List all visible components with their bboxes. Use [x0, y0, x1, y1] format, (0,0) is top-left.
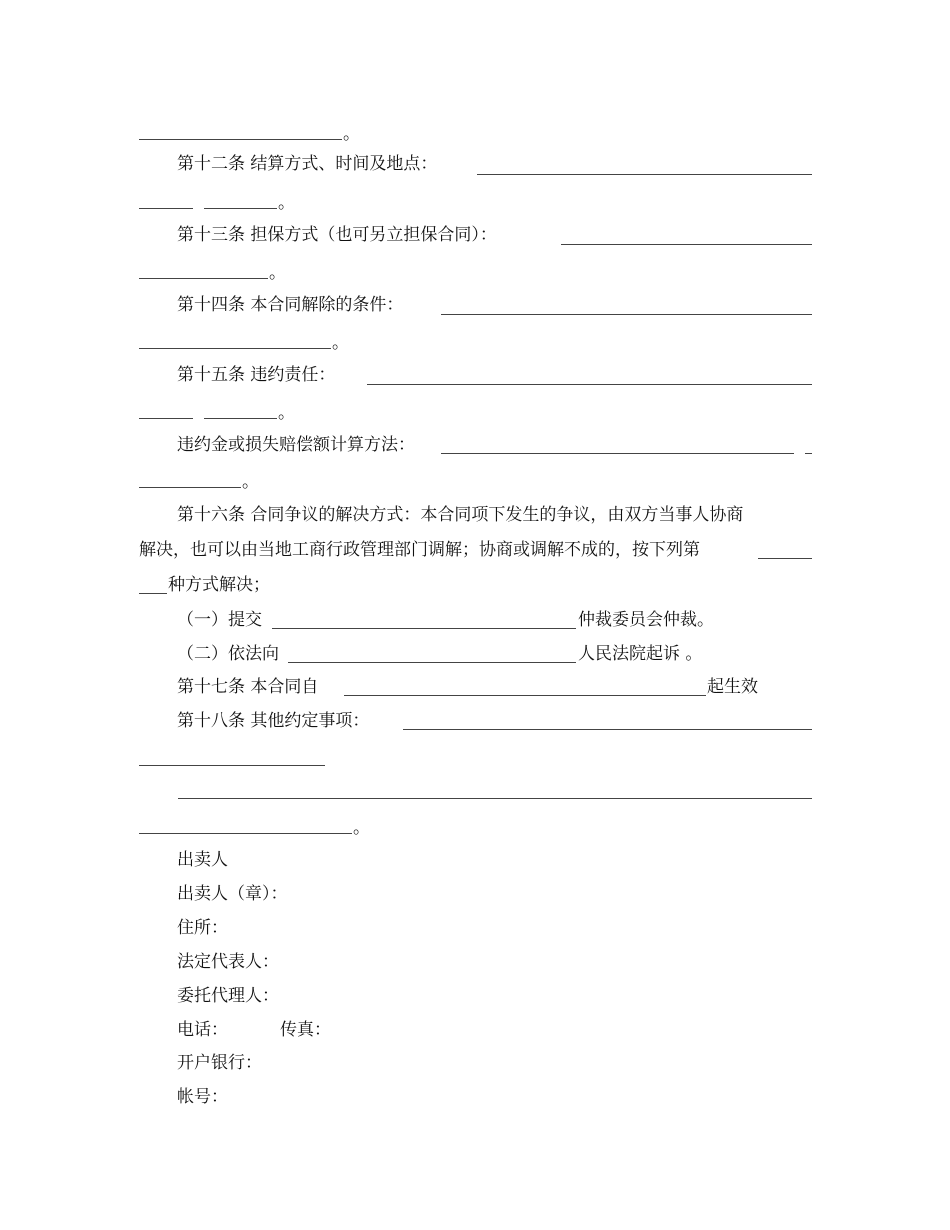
- seller-heading: 出卖人: [177, 850, 228, 870]
- period: 。: [332, 333, 349, 353]
- blank-line: [139, 593, 167, 594]
- blank-line: [139, 208, 193, 209]
- blank-line: [139, 348, 331, 349]
- blank-line: [367, 384, 812, 385]
- period: 。: [242, 472, 259, 492]
- seller-account-field: 帐号：: [177, 1087, 228, 1107]
- article-13-label: 第十三条 担保方式（也可另立担保合同）：: [177, 225, 497, 245]
- blank-line: [178, 798, 812, 799]
- blank-line: [403, 729, 812, 730]
- blank-line: [758, 558, 812, 559]
- period: 。: [278, 403, 295, 423]
- blank-line: [139, 833, 352, 834]
- seller-seal-field: 出卖人（章）：: [177, 884, 288, 904]
- option-2-prefix: （二）依法向: [177, 644, 279, 664]
- period: 。: [343, 124, 360, 144]
- blank-line: [477, 174, 812, 175]
- seller-agent-field: 委托代理人：: [177, 986, 279, 1006]
- blank-line: [272, 628, 576, 629]
- seller-phone-field: 电话：: [177, 1020, 228, 1040]
- article-17-suffix: 起生效: [707, 677, 758, 697]
- article-12-label: 第十二条 结算方式、时间及地点：: [177, 154, 438, 174]
- article-17-prefix: 第十七条 本合同自: [177, 677, 319, 697]
- blank-line: [139, 487, 241, 488]
- period: 。: [278, 193, 295, 213]
- period: 。: [353, 818, 370, 838]
- blank-line: [139, 418, 193, 419]
- seller-legal-rep-field: 法定代表人：: [177, 952, 279, 972]
- option-1-suffix: 仲裁委员会仲裁。: [578, 610, 714, 630]
- option-2-suffix: 人民法院起诉 。: [578, 644, 703, 664]
- blank-line: [139, 278, 268, 279]
- seller-bank-field: 开户银行：: [177, 1053, 262, 1073]
- blank-line: [441, 453, 794, 454]
- option-1-prefix: （一）提交: [177, 610, 262, 630]
- period: 。: [269, 263, 286, 283]
- article-16-line-3: 种方式解决；: [168, 575, 270, 595]
- article-15-label: 第十五条 违约责任：: [177, 365, 336, 385]
- article-16-line-2: 解决，也可以由当地工商行政管理部门调解；协商或调解不成的，按下列第: [139, 540, 700, 560]
- seller-fax-field: 传真：: [280, 1020, 331, 1040]
- blank-line: [441, 314, 812, 315]
- blank-line: [204, 208, 277, 209]
- seller-address-field: 住所：: [177, 918, 228, 938]
- article-16-line-1: 第十六条 合同争议的解决方式：本合同项下发生的争议，由双方当事人协商: [177, 505, 744, 525]
- article-14-label: 第十四条 本合同解除的条件：: [177, 295, 404, 315]
- blank-line: [288, 662, 576, 663]
- blank-line: [139, 139, 342, 140]
- article-18-label: 第十八条 其他约定事项：: [177, 711, 370, 731]
- blank-line: [204, 418, 277, 419]
- penalty-calculation-label: 违约金或损失赔偿额计算方法：: [177, 435, 415, 455]
- blank-line: [344, 695, 706, 696]
- blank-line: [561, 244, 812, 245]
- blank-line: [805, 453, 812, 454]
- blank-line: [139, 765, 325, 766]
